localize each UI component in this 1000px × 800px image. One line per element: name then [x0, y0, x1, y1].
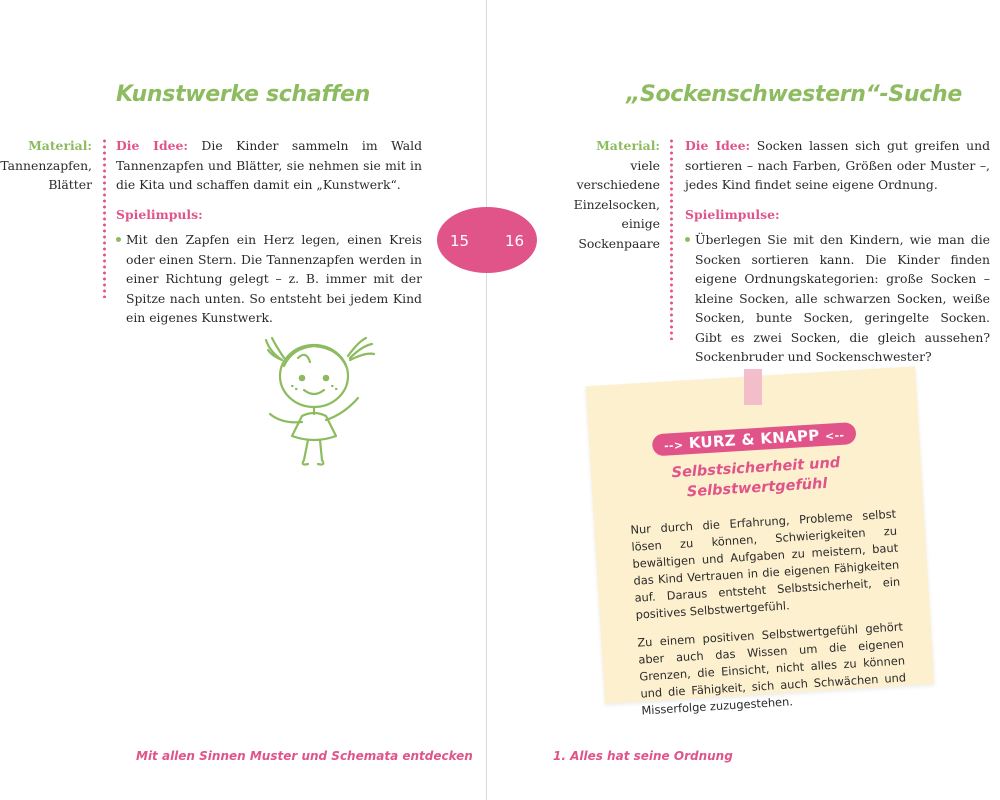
right-material-line: Einzelsocken, — [573, 196, 660, 212]
note-paragraph: Zu einem positiven Selbstwertgefühl gehört aber auch das Wissen um die eigenen Grenzen, die Einsicht, nicht alles zu können und die Fähigkeit, sich auch Schwächen und Misserfolge zuzugestehen. — [636, 619, 907, 718]
right-page-title: „Sockenschwestern“-Suche — [626, 82, 962, 107]
right-footer: 1. Alles hat seine Ordnung — [553, 749, 733, 763]
right-dotted-divider — [670, 138, 673, 340]
kurz-knapp-badge — [651, 422, 856, 456]
left-idea — [116, 136, 422, 195]
bullet-dot-icon — [116, 237, 121, 242]
left-material — [0, 136, 92, 195]
right-bullet — [685, 230, 990, 367]
arrow-right-icon: --> — [663, 438, 684, 453]
book-spine — [486, 0, 487, 800]
arrow-left-icon: <-- — [824, 428, 845, 443]
left-idea-text: Die Kinder sammeln im Wald Tannenzapfen und Blätter, sie nehmen sie mit in die Kita und schaffen damit ein „Kunstwerk“. — [116, 138, 423, 192]
right-bullet-text: Überlegen Sie mit den Kindern, wie man die Socken sortieren kann. Die Kinder finden eigene Ordnungskategorien: große Socken – kleine Socken, alle schwarzen Socken, weiße Socken, bunte Socken, geringelte Socken. Gibt es zwei Socken, die gleich aussehen? Sockenbruder und Sockenschwester? — [695, 232, 990, 364]
page-number-right: 16 — [505, 232, 525, 250]
badge-label: KURZ & KNAPP — [688, 426, 821, 453]
right-idea — [685, 136, 990, 195]
left-bullet — [116, 230, 422, 328]
left-material-label: Material: — [28, 138, 92, 153]
page-number-left: 15 — [450, 232, 470, 250]
left-dotted-divider — [103, 138, 106, 298]
right-material-line: viele verschiedene — [576, 157, 660, 192]
note-text — [630, 506, 908, 731]
note-paragraph: Nur durch die Erfahrung, Probleme selbst lösen zu können, Schwierigkeiten zu bewältigen und Aufgaben zu meistern, baut das Kind Vertrauen in die eigenen Fähigkeiten auf. Daraus entsteht Selbstsicherheit, ein positives Selbstwertgefühl. — [630, 506, 901, 622]
right-idea-text: Socken lassen sich gut greifen und sortieren – nach Farben, Größen oder Muster –, jedes Kind findet seine eigene Ordnung. — [685, 138, 991, 192]
right-idea-label: Die Idee: — [685, 138, 751, 153]
right-material-line: einige Sockenpaare — [578, 216, 660, 251]
right-impulse-label: Spielimpulse: — [685, 206, 780, 222]
note-title-line: Selbstwertgefühl — [686, 475, 828, 501]
left-page-title: Kunstwerke schaffen — [116, 82, 370, 107]
left-body — [116, 136, 422, 328]
tape-strip — [744, 369, 762, 405]
left-footer: Mit allen Sinnen Muster und Schemata entdecken — [136, 749, 473, 763]
left-material-line: Blätter — [48, 177, 92, 192]
right-material-label: Material: — [596, 138, 660, 153]
left-idea-label: Die Idee: — [116, 138, 188, 153]
note-title-line: Selbstsicherheit und — [671, 454, 841, 482]
right-body — [685, 136, 990, 367]
left-material-line: Tannenzapfen, — [0, 157, 92, 173]
left-bullet-text: Mit den Zapfen ein Herz legen, einen Kreis oder einen Stern. Die Tannenzapfen werden in einer Richtung gelegt – z. B. immer mit der Spitze nach unten. So entsteht bei jedem Kind ein eigenes Kunstwerk. — [126, 232, 422, 325]
left-impulse-label: Spielimpuls: — [116, 206, 203, 222]
right-material — [560, 136, 660, 253]
bullet-dot-icon — [685, 237, 690, 242]
girl-illustration — [262, 332, 386, 476]
info-note — [586, 366, 935, 718]
